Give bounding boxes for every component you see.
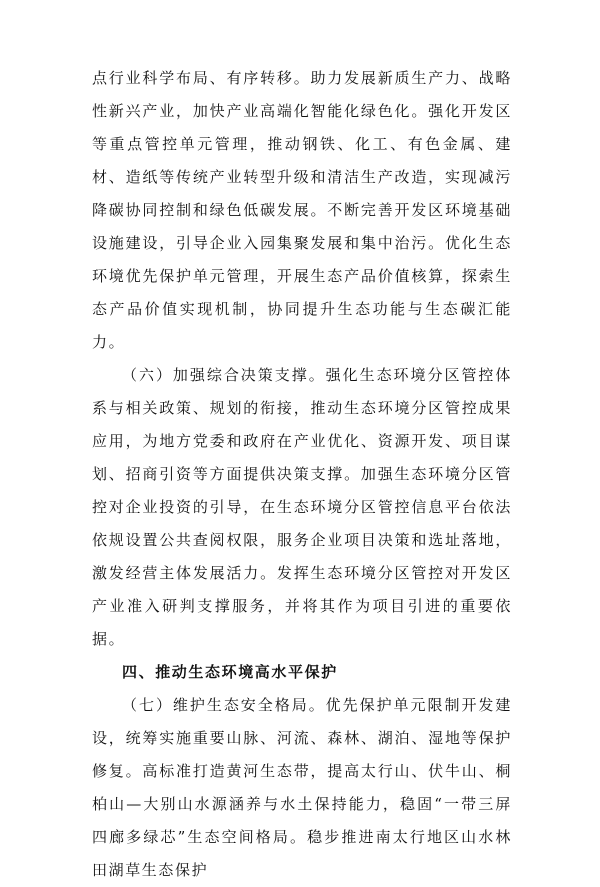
- paragraph-text: 优先保护单元限制开发建设，统筹实施重要山脉、河流、森林、湖泊、湿地等保护修复。高标准打造黄河生态带，提高太行山、伏牛山、桐柏山—大别山水源涵养与水土保持能力，稳固“一带三屏四廊多绿芯”生态空间格局。稳步推进南太行地区山水林田湖草生态保护: [92, 696, 512, 879]
- paragraph-text: 点行业科学布局、有序转移。助力发展新质生产力、战略性新兴产业，加快产业高端化智能化绿色化。强化开发区等重点管控单元管理，推动钢铁、化工、有色金属、建材、造纸等传统产业转型升级和清洁生产改造，实现减污降碳协同控制和绿色低碳发展。不断完善开发区环境基础设施建设，引导企业入园集聚发展和集中治污。优化生态环境优先保护单元管理，开展生态产品价值核算，探索生态产品价值实现机制，协同提升生态功能与生态碳汇能力。: [92, 69, 512, 351]
- paragraph-lead: （六）加强综合决策支撑。: [122, 366, 326, 384]
- section-heading: 四、推动生态环境高水平保护: [122, 663, 338, 681]
- paragraph-decision-support: [92, 359, 512, 656]
- document-body: [92, 62, 512, 887]
- paragraph-lead: （七）维护生态安全格局。: [122, 696, 326, 714]
- paragraph-industry-layout: [92, 62, 512, 359]
- paragraph-text: 强化生态环境分区管控体系与相关政策、规划的衔接，推动生态环境分区管控成果应用，为地方党委和政府在产业优化、资源开发、项目谋划、招商引资等方面提供决策支撑。加强生态环境分区管控对企业投资的引导，在生态环境分区管控信息平台依法依规设置公共查阅权限，服务企业项目决策和选址落地，激发经营主体发展活力。发挥生态环境分区管控对开发区产业准入研判支撑服务，并将其作为项目引进的重要依据。: [92, 366, 512, 648]
- paragraph-ecological-security: [92, 689, 512, 887]
